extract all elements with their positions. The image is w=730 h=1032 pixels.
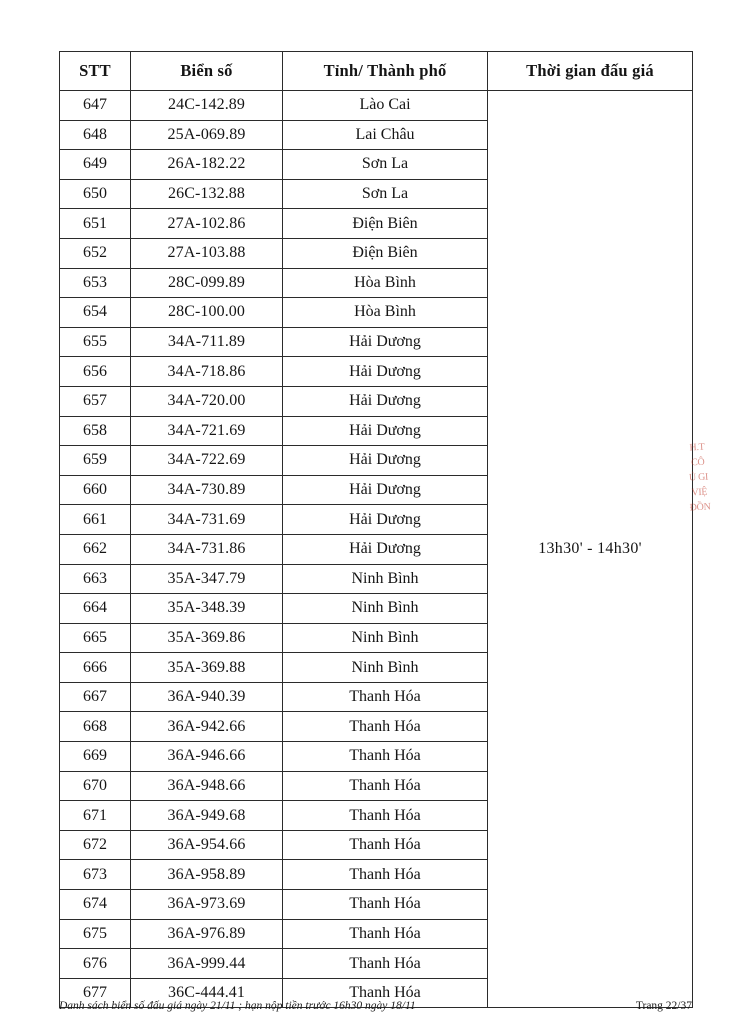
table-row [60, 91, 693, 121]
cell-plate-number: 36A-973.69 [131, 890, 283, 920]
cell-plate-number: 36A-942.66 [131, 712, 283, 742]
cell-plate-number: 36A-948.66 [131, 771, 283, 801]
cell-province: Thanh Hóa [283, 949, 488, 979]
cell-province: Thanh Hóa [283, 890, 488, 920]
cell-stt: 654 [60, 298, 131, 328]
cell-province: Sơn La [283, 179, 488, 209]
cell-province: Lai Châu [283, 120, 488, 150]
cell-stt: 663 [60, 564, 131, 594]
cell-plate-number: 26C-132.88 [131, 179, 283, 209]
cell-province: Thanh Hóa [283, 771, 488, 801]
cell-stt: 672 [60, 830, 131, 860]
cell-province: Hải Dương [283, 475, 488, 505]
cell-province: Ninh Bình [283, 564, 488, 594]
cell-plate-number: 36A-946.66 [131, 742, 283, 772]
cell-plate-number: 34A-720.00 [131, 386, 283, 416]
cell-province: Lào Cai [283, 91, 488, 121]
cell-plate-number: 35A-369.88 [131, 653, 283, 683]
cell-stt: 661 [60, 505, 131, 535]
cell-plate-number: 35A-347.79 [131, 564, 283, 594]
footer-note: Danh sách biển số đấu giá ngày 21/11 ; hạn nộp tiền trước 16h30 ngày 18/11 [59, 1000, 416, 1012]
seal-line: H.T [689, 441, 705, 454]
seal-line: VIỆ [691, 486, 708, 499]
cell-plate-number: 36A-949.68 [131, 801, 283, 831]
cell-province: Hải Dương [283, 386, 488, 416]
cell-plate-number: 36A-954.66 [131, 830, 283, 860]
cell-province: Sơn La [283, 150, 488, 180]
cell-stt: 674 [60, 890, 131, 920]
cell-plate-number: 34A-730.89 [131, 475, 283, 505]
cell-plate-number: 36A-958.89 [131, 860, 283, 890]
cell-province: Hải Dương [283, 446, 488, 476]
cell-province: Hải Dương [283, 416, 488, 446]
column-header-auction-time: Thời gian đấu giá [488, 52, 693, 91]
plate-auction-table-container [59, 51, 692, 1008]
cell-stt: 659 [60, 446, 131, 476]
cell-province: Hòa Bình [283, 268, 488, 298]
cell-plate-number: 28C-100.00 [131, 298, 283, 328]
column-header-stt: STT [60, 52, 131, 91]
cell-plate-number: 34A-718.86 [131, 357, 283, 387]
cell-plate-number: 24C-142.89 [131, 91, 283, 121]
cell-stt: 648 [60, 120, 131, 150]
cell-plate-number: 36A-976.89 [131, 919, 283, 949]
cell-plate-number: 27A-103.88 [131, 238, 283, 268]
cell-province: Thanh Hóa [283, 742, 488, 772]
cell-stt: 671 [60, 801, 131, 831]
table-header [60, 52, 693, 91]
column-header-province: Tỉnh/ Thành phố [283, 52, 488, 91]
cell-auction-time: 13h30' - 14h30' [488, 91, 693, 1008]
cell-stt: 656 [60, 357, 131, 387]
cell-stt: 657 [60, 386, 131, 416]
plate-auction-table [59, 51, 693, 1008]
cell-plate-number: 28C-099.89 [131, 268, 283, 298]
cell-province: Điện Biên [283, 209, 488, 239]
cell-stt: 670 [60, 771, 131, 801]
cell-plate-number: 34A-722.69 [131, 446, 283, 476]
cell-stt: 668 [60, 712, 131, 742]
cell-stt: 675 [60, 919, 131, 949]
cell-province: Thanh Hóa [283, 978, 488, 1008]
cell-plate-number: 34A-711.89 [131, 327, 283, 357]
cell-stt: 660 [60, 475, 131, 505]
cell-province: Hải Dương [283, 327, 488, 357]
cell-plate-number: 35A-369.86 [131, 623, 283, 653]
cell-plate-number: 34A-721.69 [131, 416, 283, 446]
cell-plate-number: 36A-999.44 [131, 949, 283, 979]
cell-stt: 669 [60, 742, 131, 772]
cell-province: Ninh Bình [283, 623, 488, 653]
cell-province: Hòa Bình [283, 298, 488, 328]
cell-stt: 666 [60, 653, 131, 683]
cell-province: Hải Dương [283, 357, 488, 387]
cell-province: Điện Biên [283, 238, 488, 268]
page-footer [59, 1000, 692, 1012]
cell-stt: 647 [60, 91, 131, 121]
cell-plate-number: 26A-182.22 [131, 150, 283, 180]
cell-plate-number: 36A-940.39 [131, 682, 283, 712]
cell-province: Hải Dương [283, 534, 488, 564]
cell-stt: 650 [60, 179, 131, 209]
cell-stt: 655 [60, 327, 131, 357]
cell-plate-number: 27A-102.86 [131, 209, 283, 239]
cell-stt: 649 [60, 150, 131, 180]
cell-plate-number: 35A-348.39 [131, 594, 283, 624]
cell-stt: 651 [60, 209, 131, 239]
cell-stt: 677 [60, 978, 131, 1008]
cell-stt: 658 [60, 416, 131, 446]
cell-province: Thanh Hóa [283, 682, 488, 712]
cell-stt: 653 [60, 268, 131, 298]
cell-plate-number: 25A-069.89 [131, 120, 283, 150]
cell-stt: 667 [60, 682, 131, 712]
seal-line: CÔ [690, 456, 705, 469]
column-header-plate: Biển số [131, 52, 283, 91]
cell-province: Ninh Bình [283, 653, 488, 683]
cell-province: Thanh Hóa [283, 919, 488, 949]
table-body [60, 91, 693, 1008]
cell-stt: 665 [60, 623, 131, 653]
seal-line: Ủ GI [688, 471, 709, 484]
cell-plate-number: 34A-731.69 [131, 505, 283, 535]
cell-stt: 673 [60, 860, 131, 890]
cell-province: Thanh Hóa [283, 801, 488, 831]
cell-province: Thanh Hóa [283, 830, 488, 860]
cell-province: Ninh Bình [283, 594, 488, 624]
seal-line: ĐỒN [689, 501, 711, 514]
cell-stt: 662 [60, 534, 131, 564]
cell-province: Thanh Hóa [283, 860, 488, 890]
cell-province: Hải Dương [283, 505, 488, 535]
cell-plate-number: 36C-444.41 [131, 978, 283, 1008]
cell-province: Thanh Hóa [283, 712, 488, 742]
cell-stt: 652 [60, 238, 131, 268]
cell-plate-number: 34A-731.86 [131, 534, 283, 564]
cell-stt: 664 [60, 594, 131, 624]
cell-stt: 676 [60, 949, 131, 979]
footer-page-number: Trang 22/37 [635, 1000, 692, 1012]
table-header-row [60, 52, 693, 91]
